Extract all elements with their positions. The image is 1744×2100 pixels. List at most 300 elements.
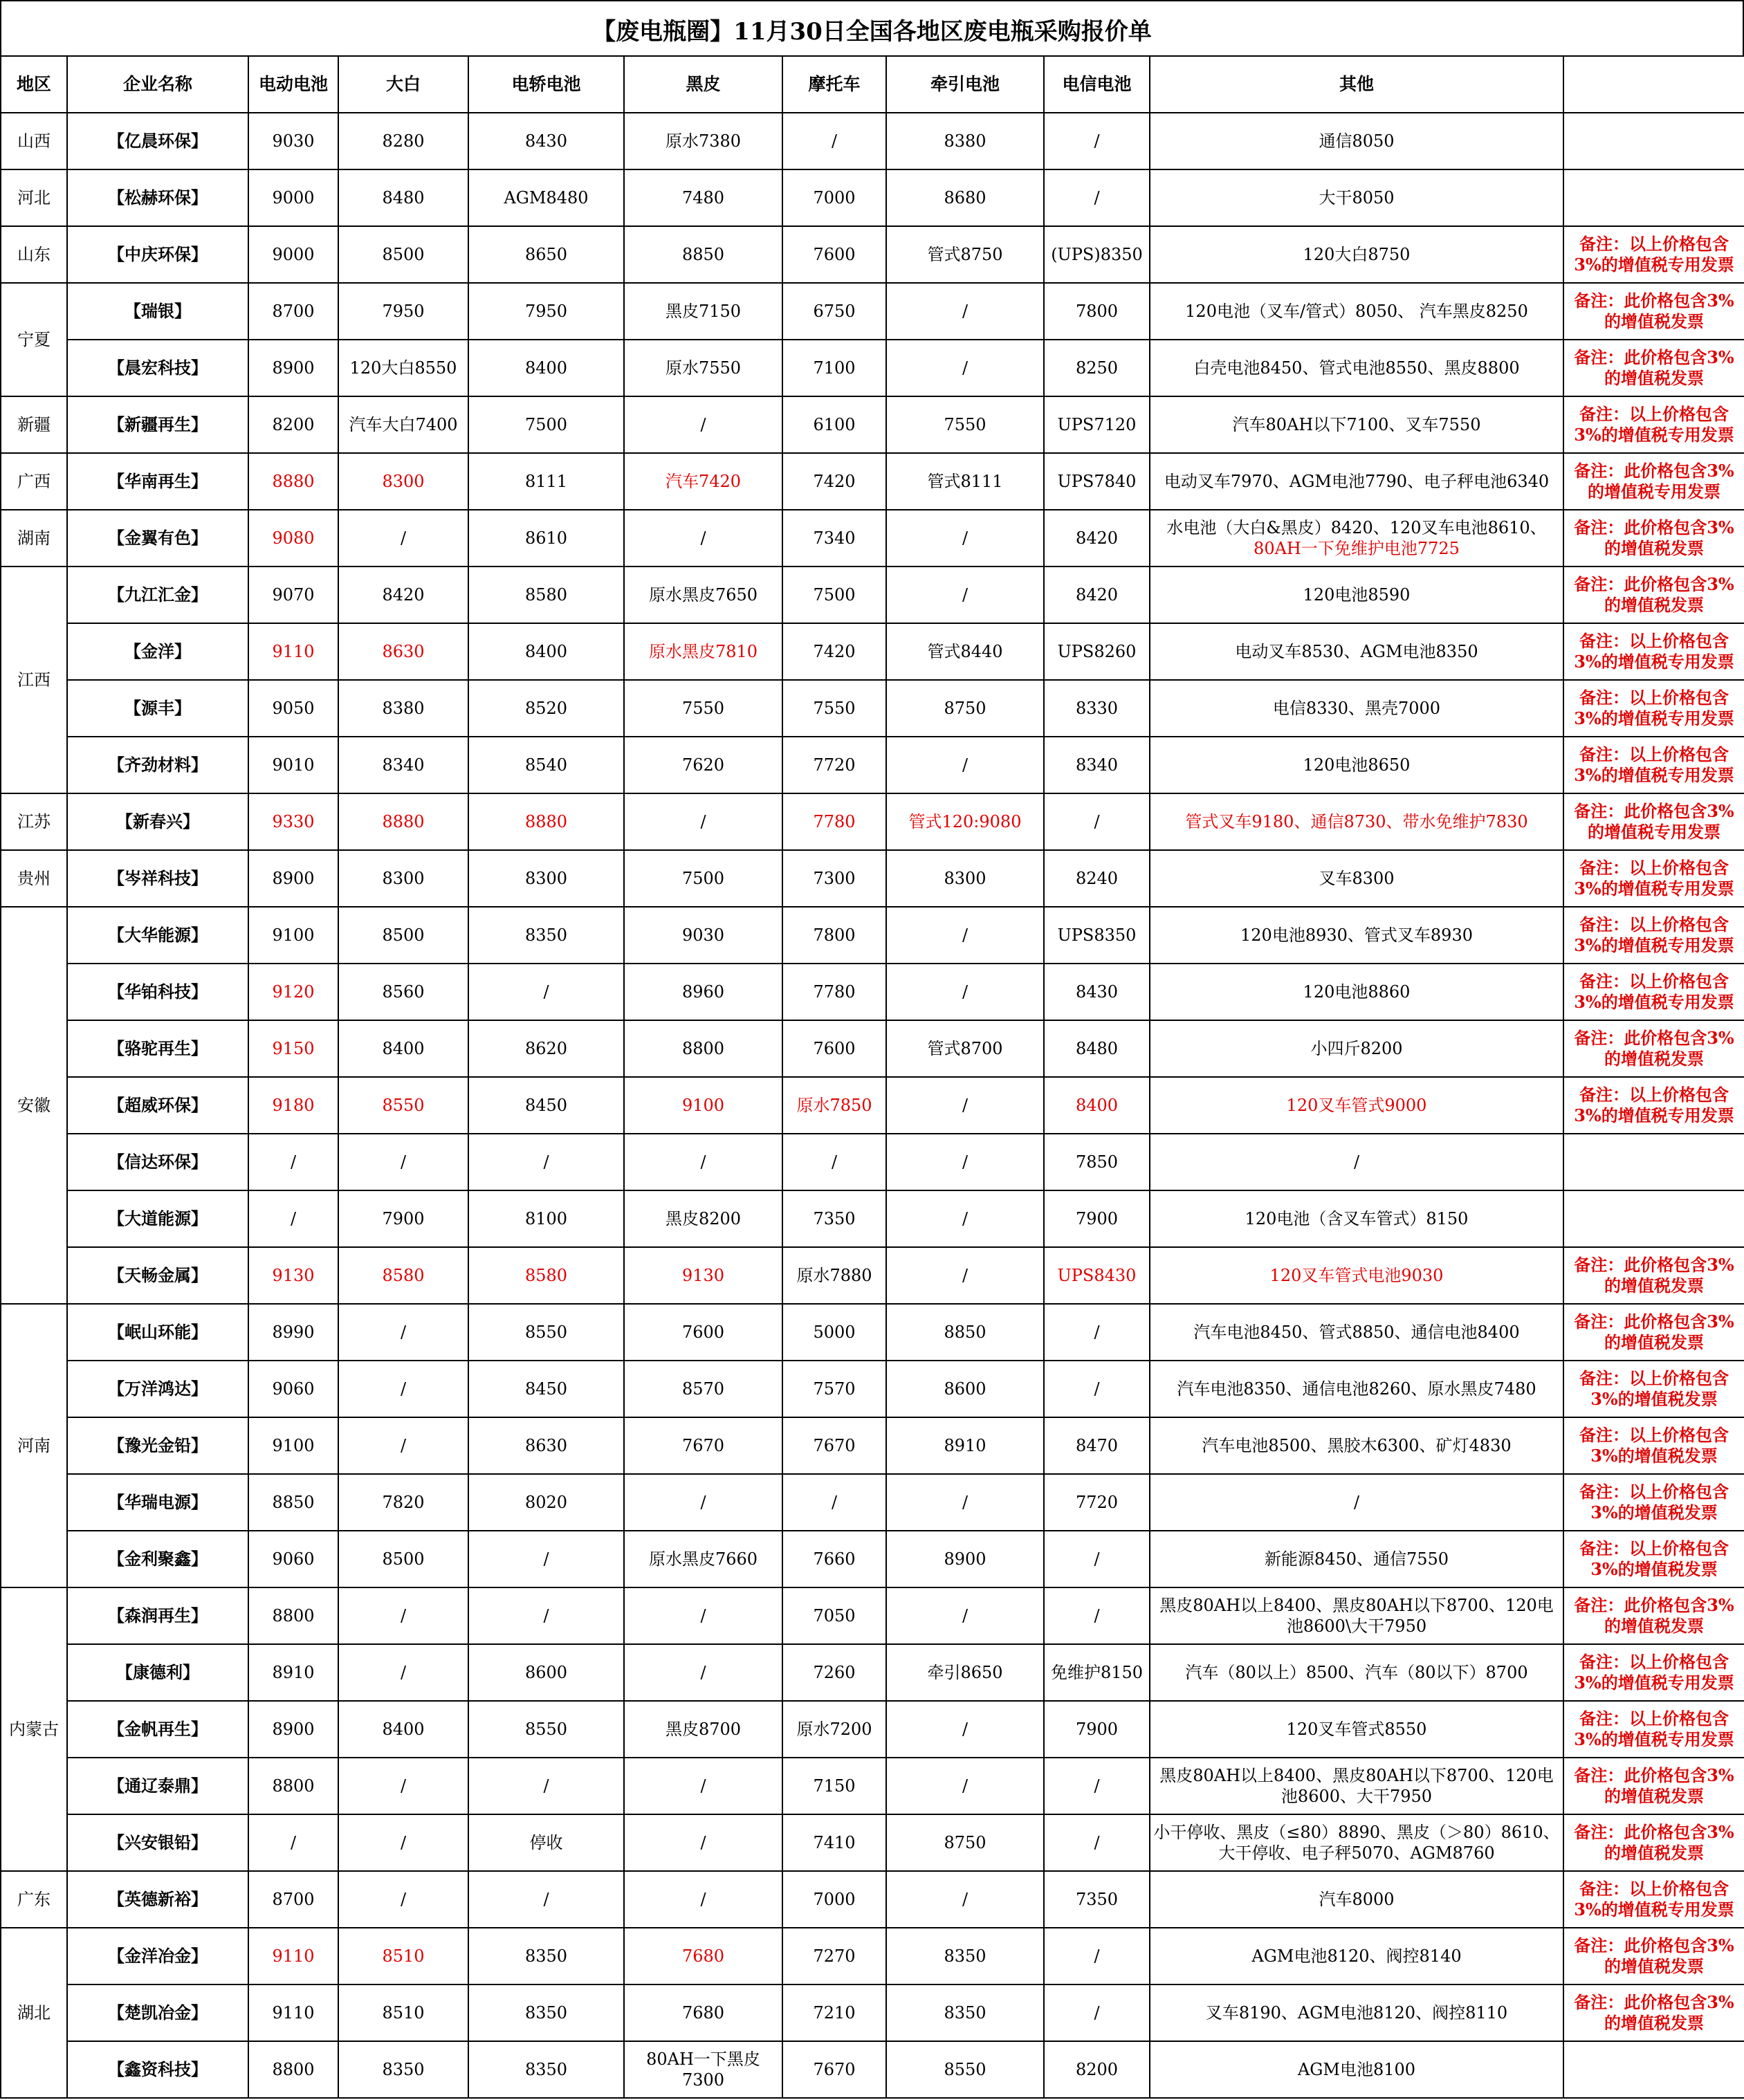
traction-cell: 8350 (886, 1928, 1044, 1984)
moto-cell: 7210 (782, 1984, 886, 2041)
note-cell: 备注：以上价格包含3%的增值税专用发票 (1563, 850, 1744, 907)
heipi-cell: 黑皮8700 (624, 1701, 782, 1758)
moto-cell: 7800 (782, 907, 886, 964)
dabai-cell: / (338, 1814, 468, 1871)
dabai-cell: 7820 (338, 1474, 468, 1531)
region-cell: 内蒙古 (1, 1587, 67, 1871)
electric-cell: 8850 (248, 1474, 338, 1531)
traction-cell: / (886, 1077, 1044, 1134)
car-cell: 8300 (468, 850, 624, 907)
column-header: 电动电池 (248, 56, 338, 113)
electric-cell: 8900 (248, 1701, 338, 1758)
dabai-cell: 8300 (338, 850, 468, 907)
traction-cell: / (886, 1134, 1044, 1190)
table-row (1, 1587, 1744, 1644)
other-cell: 120叉车管式8550 (1150, 1701, 1563, 1758)
traction-cell: / (886, 340, 1044, 396)
other-cell: / (1150, 1474, 1563, 1531)
car-cell: / (468, 1871, 624, 1928)
traction-cell: 管式120:9080 (886, 793, 1044, 850)
electric-cell: 9150 (248, 1020, 338, 1077)
telecom-cell: 8480 (1044, 1020, 1150, 1077)
other-cell: 管式叉车9180、通信8730、带水免维护7830 (1150, 793, 1563, 850)
table-row (1, 1417, 1744, 1474)
traction-cell: 管式8440 (886, 623, 1044, 680)
moto-cell: 7670 (782, 1417, 886, 1474)
other-cell: 120电池8860 (1150, 964, 1563, 1020)
electric-cell: 8910 (248, 1644, 338, 1701)
other-cell: 黑皮80AH以上8400、黑皮80AH以下8700、120电池8600、大干7950 (1150, 1758, 1563, 1814)
table-row (1, 1871, 1744, 1928)
moto-cell: 7500 (782, 567, 886, 623)
note-cell: 备注：以上价格包含3%的增值税专用发票 (1563, 964, 1744, 1020)
heipi-cell: / (624, 1644, 782, 1701)
telecom-cell: 7850 (1044, 1134, 1150, 1190)
electric-cell: 9000 (248, 169, 338, 226)
heipi-cell: 8850 (624, 226, 782, 283)
other-cell: 汽车电池8500、黑胶木6300、矿灯4830 (1150, 1417, 1563, 1474)
electric-cell: 8200 (248, 396, 338, 453)
car-cell: 8020 (468, 1474, 624, 1531)
company-cell: 【天畅金属】 (67, 1247, 248, 1304)
column-header: 电信电池 (1044, 56, 1150, 113)
telecom-cell: UPS7120 (1044, 396, 1150, 453)
note-cell: 备注：以上价格包含3%的增值税专用发票 (1563, 680, 1744, 737)
heipi-cell: 9130 (624, 1247, 782, 1304)
dabai-cell: 8400 (338, 1701, 468, 1758)
note-cell: 备注：以上价格包含3%的增值税发票 (1563, 1531, 1744, 1587)
electric-cell: 9100 (248, 1417, 338, 1474)
telecom-cell: 7900 (1044, 1190, 1150, 1247)
heipi-cell: / (624, 1758, 782, 1814)
telecom-cell: UPS7840 (1044, 453, 1150, 510)
region-cell: 湖北 (1, 1928, 67, 2098)
electric-cell: 9130 (248, 1247, 338, 1304)
heipi-cell: 汽车7420 (624, 453, 782, 510)
heipi-cell: 8800 (624, 1020, 782, 1077)
telecom-cell: 8420 (1044, 567, 1150, 623)
telecom-cell: / (1044, 1587, 1150, 1644)
car-cell: / (468, 964, 624, 1020)
heipi-cell: 黑皮7150 (624, 283, 782, 340)
heipi-cell: / (624, 1814, 782, 1871)
table-row (1, 453, 1744, 510)
other-cell: AGM电池8120、阀控8140 (1150, 1928, 1563, 1984)
column-header: 地区 (1, 56, 67, 113)
heipi-cell: 7680 (624, 1984, 782, 2041)
dabai-cell: 120大白8550 (338, 340, 468, 396)
telecom-cell: / (1044, 1984, 1150, 2041)
dabai-cell: 8500 (338, 1531, 468, 1587)
table-row (1, 510, 1744, 567)
table-row (1, 1644, 1744, 1701)
table-row (1, 1247, 1744, 1304)
note-cell: 备注：以上价格包含3%的增值税专用发票 (1563, 907, 1744, 964)
traction-cell: 8750 (886, 680, 1044, 737)
telecom-cell: / (1044, 1361, 1150, 1417)
note-cell: 备注：此价格包含3%的增值税专用发票 (1563, 793, 1744, 850)
table-row (1, 964, 1744, 1020)
table-row (1, 1304, 1744, 1361)
electric-cell: 8800 (248, 2041, 338, 2098)
heipi-cell: 8570 (624, 1361, 782, 1417)
table-row (1, 793, 1744, 850)
heipi-cell: 8960 (624, 964, 782, 1020)
heipi-cell: 原水黑皮7660 (624, 1531, 782, 1587)
other-cell: 120电池8650 (1150, 737, 1563, 793)
telecom-cell: 8330 (1044, 680, 1150, 737)
other-cell: 汽车电池8350、通信电池8260、原水黑皮7480 (1150, 1361, 1563, 1417)
traction-cell: 8350 (886, 1984, 1044, 2041)
moto-cell: 7600 (782, 226, 886, 283)
moto-cell: 7350 (782, 1190, 886, 1247)
moto-cell: 7660 (782, 1531, 886, 1587)
moto-cell: / (782, 1474, 886, 1531)
car-cell: 8630 (468, 1417, 624, 1474)
note-cell (1563, 2041, 1744, 2098)
table-row (1, 1984, 1744, 2041)
company-cell: 【岷山环能】 (67, 1304, 248, 1361)
heipi-cell: / (624, 1587, 782, 1644)
moto-cell: 5000 (782, 1304, 886, 1361)
heipi-cell: / (624, 1871, 782, 1928)
moto-cell: 7780 (782, 964, 886, 1020)
column-header (1563, 56, 1744, 113)
other-cell: 120叉车管式9000 (1150, 1077, 1563, 1134)
car-cell: 8550 (468, 1304, 624, 1361)
electric-cell: 9180 (248, 1077, 338, 1134)
moto-cell: 原水7880 (782, 1247, 886, 1304)
dabai-cell: 8280 (338, 113, 468, 169)
electric-cell: 8700 (248, 283, 338, 340)
car-cell: 7500 (468, 396, 624, 453)
region-cell: 江西 (1, 567, 67, 793)
table-row (1, 283, 1744, 340)
table-row (1, 850, 1744, 907)
moto-cell: 7570 (782, 1361, 886, 1417)
dabai-cell: / (338, 1134, 468, 1190)
moto-cell: 原水7850 (782, 1077, 886, 1134)
note-cell: 备注：此价格包含3%的增值税发票 (1563, 1984, 1744, 2041)
company-cell: 【金帆再生】 (67, 1701, 248, 1758)
traction-cell: 8380 (886, 113, 1044, 169)
car-cell: 8620 (468, 1020, 624, 1077)
electric-cell: 9060 (248, 1531, 338, 1587)
table-row (1, 1134, 1744, 1190)
dabai-cell: 8380 (338, 680, 468, 737)
car-cell: / (468, 1587, 624, 1644)
traction-cell: / (886, 1758, 1044, 1814)
telecom-cell: / (1044, 169, 1150, 226)
car-cell: 8520 (468, 680, 624, 737)
traction-cell: 8550 (886, 2041, 1044, 2098)
company-cell: 【齐劲材料】 (67, 737, 248, 793)
car-cell: 8580 (468, 567, 624, 623)
electric-cell: 9110 (248, 1928, 338, 1984)
note-cell: 备注：此价格包含3%的增值税专用发票 (1563, 453, 1744, 510)
dabai-cell: 8630 (338, 623, 468, 680)
car-cell: 8350 (468, 1984, 624, 2041)
other-cell: 电动叉车8530、AGM电池8350 (1150, 623, 1563, 680)
note-cell: 备注：此价格包含3%的增值税发票 (1563, 1587, 1744, 1644)
dabai-cell: / (338, 1417, 468, 1474)
telecom-cell: 7350 (1044, 1871, 1150, 1928)
region-cell: 新疆 (1, 396, 67, 453)
traction-cell: / (886, 1247, 1044, 1304)
telecom-cell: 8400 (1044, 1077, 1150, 1134)
table-row (1, 1701, 1744, 1758)
table-row (1, 396, 1744, 453)
telecom-cell: 8250 (1044, 340, 1150, 396)
company-cell: 【岑祥科技】 (67, 850, 248, 907)
electric-cell: 8990 (248, 1304, 338, 1361)
column-header: 黑皮 (624, 56, 782, 113)
dabai-cell: / (338, 1871, 468, 1928)
electric-cell: 9110 (248, 623, 338, 680)
car-cell: 8450 (468, 1077, 624, 1134)
region-cell: 河南 (1, 1304, 67, 1587)
car-cell: 8400 (468, 623, 624, 680)
traction-cell: 管式8111 (886, 453, 1044, 510)
electric-cell: 9060 (248, 1361, 338, 1417)
table-row (1, 169, 1744, 226)
other-cell: 120电池8930、管式叉车8930 (1150, 907, 1563, 964)
company-cell: 【华南再生】 (67, 453, 248, 510)
company-cell: 【大华能源】 (67, 907, 248, 964)
note-cell: 备注：以上价格包含3%的增值税专用发票 (1563, 737, 1744, 793)
company-cell: 【金翼有色】 (67, 510, 248, 567)
traction-cell: / (886, 964, 1044, 1020)
note-cell: 备注：以上价格包含3%的增值税专用发票 (1563, 1077, 1744, 1134)
car-cell: 停收 (468, 1814, 624, 1871)
company-cell: 【华瑞电源】 (67, 1474, 248, 1531)
column-header: 企业名称 (67, 56, 248, 113)
traction-cell: / (886, 567, 1044, 623)
company-cell: 【源丰】 (67, 680, 248, 737)
traction-cell: / (886, 737, 1044, 793)
car-cell: 8350 (468, 1928, 624, 1984)
column-header: 其他 (1150, 56, 1563, 113)
table-row (1, 623, 1744, 680)
moto-cell: 7150 (782, 1758, 886, 1814)
moto-cell: 7050 (782, 1587, 886, 1644)
telecom-cell: / (1044, 1758, 1150, 1814)
telecom-cell: UPS8350 (1044, 907, 1150, 964)
other-cell: / (1150, 1134, 1563, 1190)
note-cell: 备注：此价格包含3%的增值税发票 (1563, 567, 1744, 623)
company-cell: 【鑫资科技】 (67, 2041, 248, 2098)
dabai-cell: 8340 (338, 737, 468, 793)
other-cell: 小四斤8200 (1150, 1020, 1563, 1077)
company-cell: 【万洋鸿达】 (67, 1361, 248, 1417)
table-row (1, 1077, 1744, 1134)
car-cell: AGM8480 (468, 169, 624, 226)
company-cell: 【亿晨环保】 (67, 113, 248, 169)
car-cell: / (468, 1134, 624, 1190)
table-row (1, 567, 1744, 623)
telecom-cell: 8420 (1044, 510, 1150, 567)
note-cell: 备注：以上价格包含3%的增值税专用发票 (1563, 1871, 1744, 1928)
electric-cell: 9010 (248, 737, 338, 793)
dabai-cell: 8510 (338, 1928, 468, 1984)
dabai-cell: / (338, 1304, 468, 1361)
moto-cell: 6100 (782, 396, 886, 453)
car-cell: 7950 (468, 283, 624, 340)
car-cell: / (468, 1531, 624, 1587)
telecom-cell: 8340 (1044, 737, 1150, 793)
telecom-cell: / (1044, 113, 1150, 169)
moto-cell: 7340 (782, 510, 886, 567)
heipi-cell: 7480 (624, 169, 782, 226)
note-cell: 备注：此价格包含3%的增值税发票 (1563, 1020, 1744, 1077)
electric-cell: 9000 (248, 226, 338, 283)
electric-cell: 8880 (248, 453, 338, 510)
table-row (1, 1928, 1744, 1984)
dabai-cell: / (338, 1587, 468, 1644)
sheet-title: 【废电瓶圈】11月30日全国各地区废电瓶采购报价单 (0, 0, 1744, 57)
telecom-cell: 7800 (1044, 283, 1150, 340)
company-cell: 【森润再生】 (67, 1587, 248, 1644)
dabai-cell: 8500 (338, 226, 468, 283)
moto-cell: 7000 (782, 1871, 886, 1928)
region-cell: 山西 (1, 113, 67, 169)
heipi-cell: 7620 (624, 737, 782, 793)
traction-cell: / (886, 1701, 1044, 1758)
traction-cell: / (886, 1474, 1044, 1531)
moto-cell: 7600 (782, 1020, 886, 1077)
company-cell: 【新春兴】 (67, 793, 248, 850)
note-cell: 备注：以上价格包含3%的增值税发票 (1563, 1417, 1744, 1474)
telecom-cell: / (1044, 1304, 1150, 1361)
telecom-cell: UPS8430 (1044, 1247, 1150, 1304)
other-cell: AGM电池8100 (1150, 2041, 1563, 2098)
other-cell: 叉车8300 (1150, 850, 1563, 907)
traction-cell: 8910 (886, 1417, 1044, 1474)
dabai-cell: 8500 (338, 907, 468, 964)
company-cell: 【晨宏科技】 (67, 340, 248, 396)
heipi-cell: 黑皮8200 (624, 1190, 782, 1247)
other-cell: 大干8050 (1150, 169, 1563, 226)
company-cell: 【中庆环保】 (67, 226, 248, 283)
electric-cell: 9070 (248, 567, 338, 623)
other-cell: 电信8330、黑壳7000 (1150, 680, 1563, 737)
car-cell: 8450 (468, 1361, 624, 1417)
column-header: 大白 (338, 56, 468, 113)
note-cell: 备注：此价格包含3%的增值税发票 (1563, 283, 1744, 340)
region-cell: 贵州 (1, 850, 67, 907)
moto-cell: / (782, 1134, 886, 1190)
electric-cell: 8900 (248, 340, 338, 396)
traction-cell: 8680 (886, 169, 1044, 226)
note-cell: 备注：此价格包含3%的增值税发票 (1563, 1304, 1744, 1361)
dabai-cell: 8420 (338, 567, 468, 623)
telecom-cell: 7720 (1044, 1474, 1150, 1531)
car-cell: 8610 (468, 510, 624, 567)
electric-cell: / (248, 1190, 338, 1247)
company-cell: 【金洋冶金】 (67, 1928, 248, 1984)
column-header: 电轿电池 (468, 56, 624, 113)
traction-cell: 8300 (886, 850, 1044, 907)
electric-cell: 8800 (248, 1587, 338, 1644)
electric-cell: 9080 (248, 510, 338, 567)
other-cell: 汽车电池8450、管式8850、通信电池8400 (1150, 1304, 1563, 1361)
other-cell: 通信8050 (1150, 113, 1563, 169)
dabai-cell: 8480 (338, 169, 468, 226)
table-row (1, 680, 1744, 737)
dabai-cell: / (338, 1361, 468, 1417)
moto-cell: 7720 (782, 737, 886, 793)
note-cell: 备注：以上价格包含3%的增值税专用发票 (1563, 226, 1744, 283)
heipi-cell: 9100 (624, 1077, 782, 1134)
moto-cell: 7260 (782, 1644, 886, 1701)
other-text-highlight: 80AH一下免维护电池7725 (1254, 539, 1460, 558)
other-cell: 汽车80AH以下7100、叉车7550 (1150, 396, 1563, 453)
telecom-cell: / (1044, 1928, 1150, 1984)
note-cell: 备注：以上价格包含3%的增值税专用发票 (1563, 1644, 1744, 1701)
other-cell: 120大白8750 (1150, 226, 1563, 283)
region-cell: 安徽 (1, 907, 67, 1304)
car-cell: 8580 (468, 1247, 624, 1304)
electric-cell: 9030 (248, 113, 338, 169)
region-cell: 广西 (1, 453, 67, 510)
note-cell (1563, 113, 1744, 169)
company-cell: 【超威环保】 (67, 1077, 248, 1134)
note-cell: 备注：以上价格包含3%的增值税发票 (1563, 1474, 1744, 1531)
car-cell: 8650 (468, 226, 624, 283)
other-cell: 汽车8000 (1150, 1871, 1563, 1928)
table-row (1, 1814, 1744, 1871)
car-cell: 8111 (468, 453, 624, 510)
car-cell: 8430 (468, 113, 624, 169)
moto-cell: 7550 (782, 680, 886, 737)
company-cell: 【金洋】 (67, 623, 248, 680)
telecom-cell: 8200 (1044, 2041, 1150, 2098)
electric-cell: 9050 (248, 680, 338, 737)
electric-cell: 8800 (248, 1758, 338, 1814)
moto-cell: 7420 (782, 623, 886, 680)
car-cell: 8350 (468, 2041, 624, 2098)
electric-cell: 8900 (248, 850, 338, 907)
electric-cell: 9120 (248, 964, 338, 1020)
company-cell: 【康德利】 (67, 1644, 248, 1701)
moto-cell: 7670 (782, 2041, 886, 2098)
moto-cell: 原水7200 (782, 1701, 886, 1758)
company-cell: 【华铂科技】 (67, 964, 248, 1020)
region-cell: 宁夏 (1, 283, 67, 396)
company-cell: 【大道能源】 (67, 1190, 248, 1247)
company-cell: 【通辽泰鼎】 (67, 1758, 248, 1814)
other-cell: 小干停收、黑皮（≤80）8890、黑皮（＞80）8610、大干停收、电子秤5070、AGM8760 (1150, 1814, 1563, 1871)
heipi-cell: 7500 (624, 850, 782, 907)
note-cell: 备注：此价格包含3%的增值税发票 (1563, 510, 1744, 567)
dabai-cell: 8350 (338, 2041, 468, 2098)
traction-cell: 7550 (886, 396, 1044, 453)
moto-cell: 7100 (782, 340, 886, 396)
telecom-cell: 7900 (1044, 1701, 1150, 1758)
heipi-cell: / (624, 793, 782, 850)
column-header: 牵引电池 (886, 56, 1044, 113)
other-cell: 120电池8590 (1150, 567, 1563, 623)
telecom-cell: / (1044, 793, 1150, 850)
company-cell: 【豫光金铅】 (67, 1417, 248, 1474)
column-header: 摩托车 (782, 56, 886, 113)
other-cell: 120电池（叉车/管式）8050、 汽车黑皮8250 (1150, 283, 1563, 340)
region-cell: 江苏 (1, 793, 67, 850)
company-cell: 【瑞银】 (67, 283, 248, 340)
company-cell: 【九江汇金】 (67, 567, 248, 623)
other-text-part: 水电池（大白&黑皮）8420、120叉车电池8610、 (1166, 518, 1547, 537)
telecom-cell: / (1044, 1531, 1150, 1587)
